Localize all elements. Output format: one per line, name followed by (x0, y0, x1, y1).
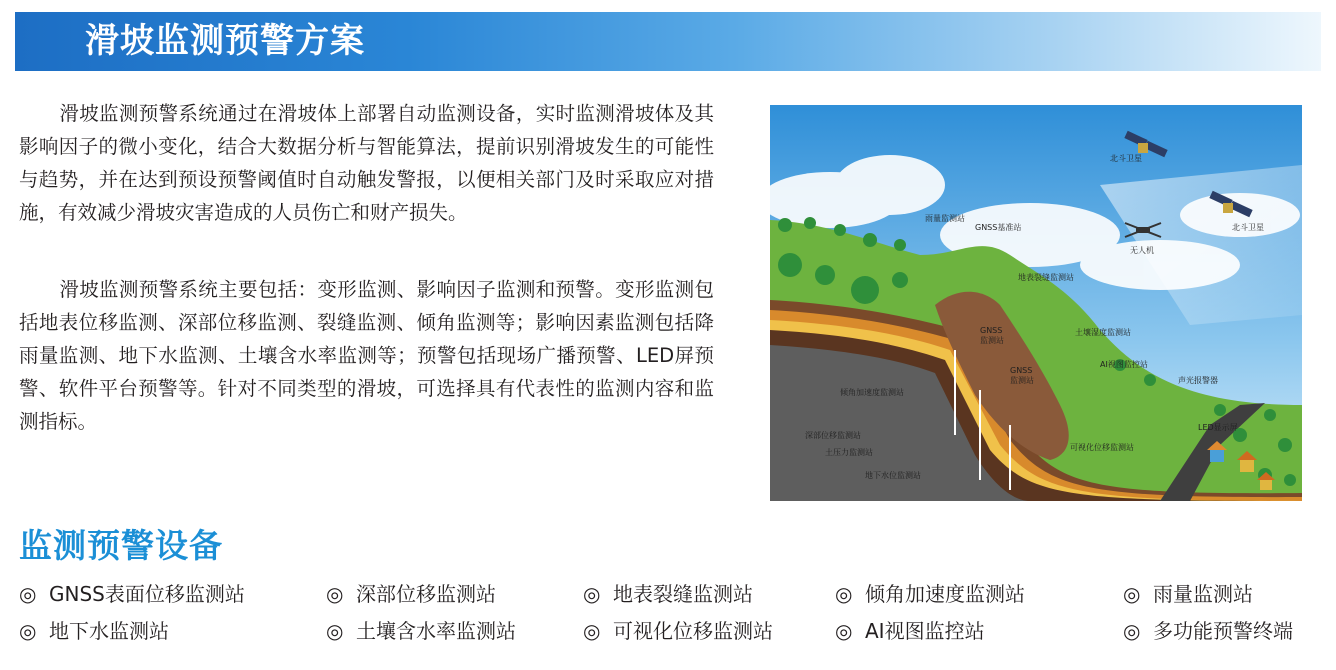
circle-marker-icon: ◎ (19, 582, 37, 606)
label-satellite-2: 北斗卫星 (1232, 223, 1264, 232)
label-groundwater: 地下水位监测站 (865, 471, 921, 480)
circle-marker-icon: ◎ (583, 619, 601, 643)
circle-marker-icon: ◎ (835, 582, 853, 606)
circle-marker-icon: ◎ (583, 582, 601, 606)
equipment-item: ◎ 雨量监测站 (1123, 579, 1253, 609)
label-ai-view: AI视图监控站 (1100, 360, 1148, 369)
circle-marker-icon: ◎ (326, 582, 344, 606)
intro-paragraph-1-text: 滑坡监测预警系统通过在滑坡体上部署自动监测设备，实时监测滑坡体及其影响因子的微小变化，结合大数据分析与智能算法，提前识别滑坡发生的可能性与趋势，并在达到预设预警阈值时自动触发警报，以便相关部门及时采取应对措施，有效减少滑坡灾害造成的人员伤亡和财产损失。 (19, 102, 714, 224)
equipment-item: ◎ 地表裂缝监测站 (583, 579, 753, 609)
label-gnss-1b: 监测站 (980, 336, 1004, 345)
page-title: 滑坡监测预警方案 (85, 21, 365, 61)
landslide-system-illustration (770, 105, 1302, 501)
label-drone: 无人机 (1130, 246, 1154, 255)
label-alarm: 声光报警器 (1178, 376, 1218, 385)
intro-paragraph-1 (19, 97, 714, 229)
equipment-item: ◎ 深部位移监测站 (326, 579, 496, 609)
label-gnss-2b: 监测站 (1010, 376, 1034, 385)
circle-marker-icon: ◎ (326, 619, 344, 643)
equipment-section-title: 监测预警设备 (19, 526, 223, 565)
equipment-item: ◎ 可视化位移监测站 (583, 616, 773, 646)
label-crack: 地表裂缝监测站 (1018, 273, 1074, 282)
label-led: LED显示屏 (1198, 423, 1238, 432)
equipment-item: ◎ AI视图监控站 (835, 616, 985, 646)
intro-paragraph-2 (19, 273, 714, 438)
title-banner (15, 12, 1321, 71)
label-rain: 雨量监测站 (925, 214, 965, 223)
equipment-item: ◎ 地下水监测站 (19, 616, 169, 646)
label-gnss-1: GNSS (980, 326, 1003, 335)
equipment-item: ◎ 倾角加速度监测站 (835, 579, 1025, 609)
intro-paragraph-2-text: 滑坡监测预警系统主要包括：变形监测、影响因子监测和预警。变形监测包括地表位移监测、深部位移监测、裂缝监测、倾角监测等；影响因素监测包括降雨量监测、地下水监测、土壤含水率监测等；预警包括现场广播预警、LED屏预警、软件平台预警等。针对不同类型的滑坡，可选择具有代表性的监测内容和监测指标。 (19, 278, 714, 433)
label-deep: 深部位移监测站 (805, 431, 861, 440)
label-gnss-2: GNSS (1010, 366, 1033, 375)
label-tilt: 倾角加速度监测站 (840, 388, 904, 397)
equipment-list (0, 574, 1336, 670)
circle-marker-icon: ◎ (835, 619, 853, 643)
label-gnss-base: GNSS基准站 (975, 223, 1022, 232)
label-soil-moisture: 土壤湿度监测站 (1075, 328, 1131, 337)
label-soil-pressure: 土压力监测站 (825, 448, 873, 457)
equipment-item: ◎ 土壤含水率监测站 (326, 616, 516, 646)
circle-marker-icon: ◎ (1123, 582, 1141, 606)
equipment-item: ◎ 多功能预警终端 (1123, 616, 1293, 646)
label-satellite-1: 北斗卫星 (1110, 154, 1142, 163)
circle-marker-icon: ◎ (1123, 619, 1141, 643)
label-visual: 可视化位移监测站 (1070, 443, 1134, 452)
equipment-item: ◎ GNSS表面位移监测站 (19, 579, 245, 609)
circle-marker-icon: ◎ (19, 619, 37, 643)
